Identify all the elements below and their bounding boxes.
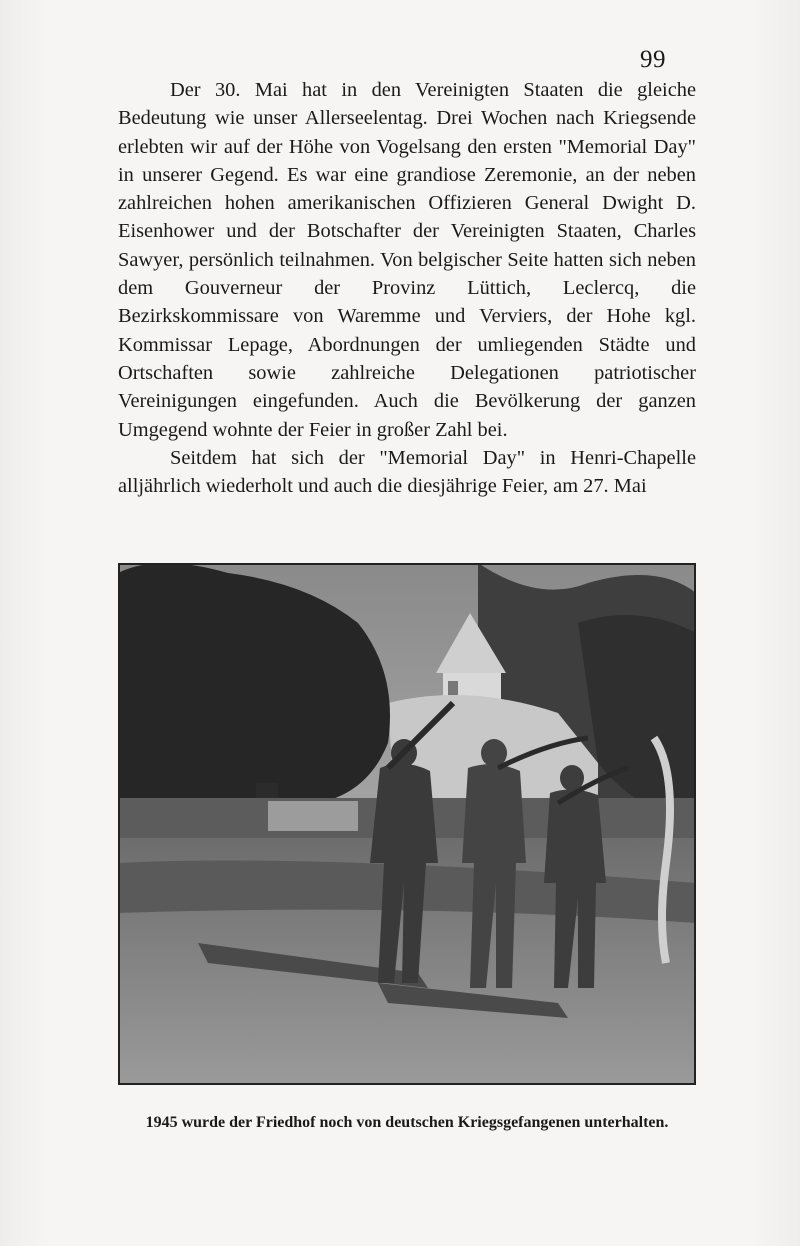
photograph-prisoners-with-scythes <box>118 563 696 1085</box>
body-text <box>118 76 696 500</box>
paragraph-1: Der 30. Mai hat in den Vereinigten Staaten die gleiche Bedeutung wie unser Allerseelentag. Drei Wochen nach Kriegsende erlebten wir auf der Höhe von Vogelsang den ersten "Memorial Day" in unserer Gegend. Es war eine grandiose Zeremonie, an der neben zahlreichen hohen amerikanischen Offizieren General Dwight D. Eisenhower und der Botschafter der Vereinigten Staaten, Charles Sawyer, persönlich teilnahmen. Von belgischer Seite hatten sich neben dem Gouverneur der Provinz Lüttich, Leclercq, die Bezirkskommissare von Waremme und Verviers, der Hohe kgl. Kommissar Lepage, Abordnungen der umliegenden Städte und Ortschaften sowie zahlreiche Delegationen patriotischer Vereinigungen eingefunden. Auch die Bevölkerung der ganzen Umgegend wohnte der Feier in großer Zahl bei. <box>118 79 696 441</box>
page-number: 99 <box>640 46 666 73</box>
photo-illustration <box>118 563 696 1085</box>
photo-caption: 1945 wurde der Friedhof noch von deutschen Kriegsgefangenen unterhalten. <box>145 1114 669 1131</box>
paragraph-2: Seitdem hat sich der "Memorial Day" in Henri-Chapelle alljährlich wiederholt und auch die diesjährige Feier, am 27. Mai <box>118 446 696 498</box>
